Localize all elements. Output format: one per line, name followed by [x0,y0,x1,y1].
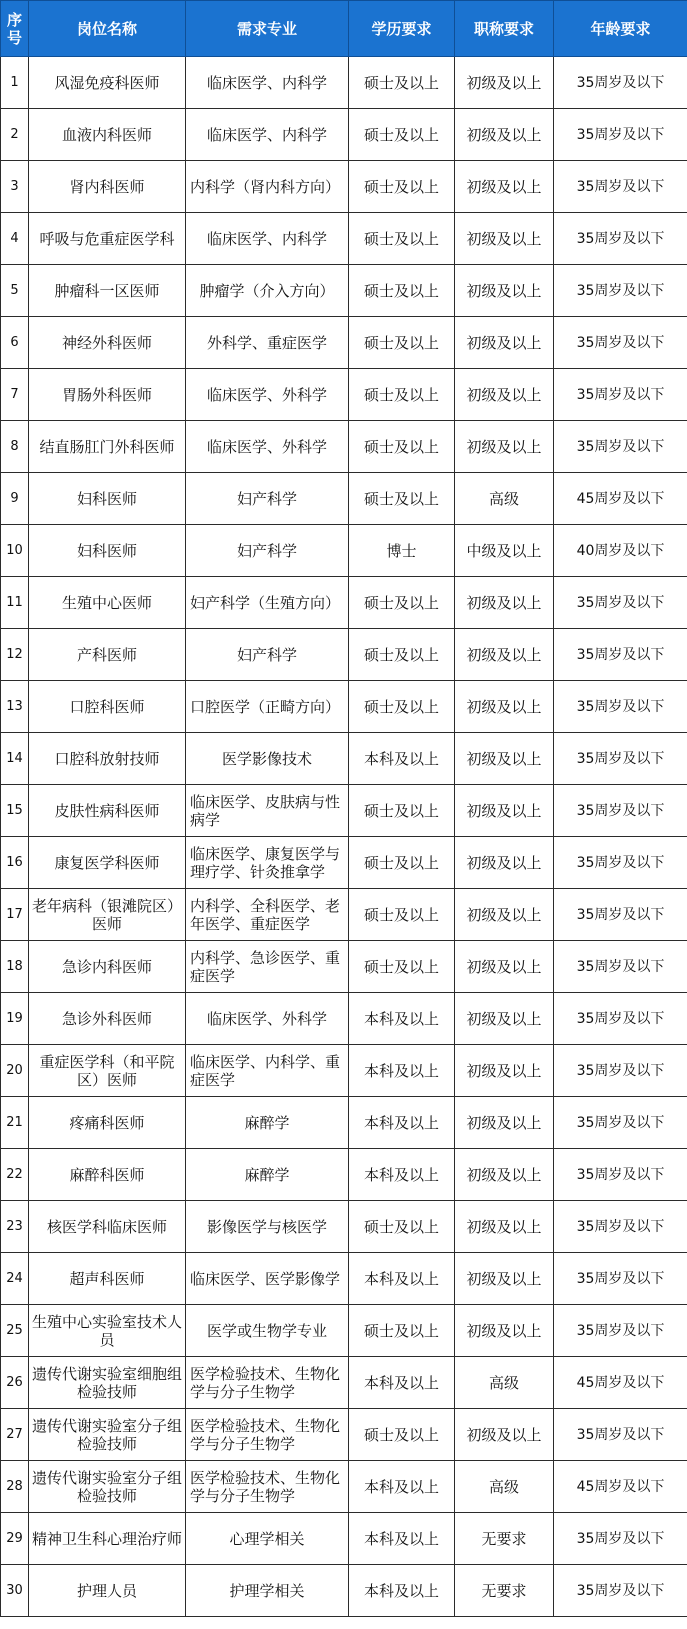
cell-index: 10 [1,525,29,577]
cell-title: 初级及以上 [455,317,554,369]
cell-age: 35周岁及以下 [554,109,687,161]
table-row [1,577,687,629]
cell-index: 28 [1,1461,29,1513]
cell-education: 硕士及以上 [349,785,455,837]
cell-index: 2 [1,109,29,161]
cell-major: 医学或生物学专业 [186,1305,349,1357]
cell-title: 初级及以上 [455,1149,554,1201]
cell-education: 硕士及以上 [349,681,455,733]
cell-title: 初级及以上 [455,1305,554,1357]
header-row [1,1,687,57]
cell-age: 40周岁及以下 [554,525,687,577]
cell-index: 15 [1,785,29,837]
cell-education: 本科及以上 [349,1513,455,1565]
cell-major: 妇产科学 [186,629,349,681]
cell-education: 硕士及以上 [349,473,455,525]
cell-index: 19 [1,993,29,1045]
cell-major: 临床医学、医学影像学 [186,1253,349,1305]
cell-position: 口腔科医师 [29,681,186,733]
table-row [1,473,687,525]
cell-age: 45周岁及以下 [554,1357,687,1409]
cell-education: 硕士及以上 [349,317,455,369]
cell-position: 护理人员 [29,1565,186,1617]
header-position: 岗位名称 [29,1,186,57]
cell-position: 超声科医师 [29,1253,186,1305]
cell-major: 临床医学、外科学 [186,369,349,421]
cell-index: 29 [1,1513,29,1565]
cell-education: 本科及以上 [349,1357,455,1409]
table-row [1,161,687,213]
cell-position: 肿瘤科一区医师 [29,265,186,317]
cell-title: 初级及以上 [455,369,554,421]
cell-major: 内科学、全科医学、老年医学、重症医学 [186,889,349,941]
cell-age: 35周岁及以下 [554,213,687,265]
cell-position: 康复医学科医师 [29,837,186,889]
table-row [1,1253,687,1305]
cell-major: 临床医学、外科学 [186,421,349,473]
table-row [1,681,687,733]
cell-education: 硕士及以上 [349,1305,455,1357]
cell-index: 5 [1,265,29,317]
cell-title: 初级及以上 [455,993,554,1045]
table-row [1,1513,687,1565]
cell-title: 初级及以上 [455,265,554,317]
cell-index: 8 [1,421,29,473]
table-row [1,1357,687,1409]
cell-position: 生殖中心实验室技术人员 [29,1305,186,1357]
cell-age: 35周岁及以下 [554,1253,687,1305]
cell-major: 临床医学、康复医学与理疗学、针灸推拿学 [186,837,349,889]
header-age: 年龄要求 [554,1,687,57]
cell-index: 3 [1,161,29,213]
cell-education: 硕士及以上 [349,889,455,941]
table-row [1,889,687,941]
cell-age: 35周岁及以下 [554,265,687,317]
header-education: 学历要求 [349,1,455,57]
cell-age: 35周岁及以下 [554,1201,687,1253]
table-row [1,1305,687,1357]
cell-education: 硕士及以上 [349,629,455,681]
cell-age: 35周岁及以下 [554,1045,687,1097]
cell-index: 26 [1,1357,29,1409]
table-row [1,1409,687,1461]
cell-index: 12 [1,629,29,681]
cell-age: 35周岁及以下 [554,161,687,213]
table-row [1,1097,687,1149]
cell-age: 35周岁及以下 [554,1409,687,1461]
cell-major: 口腔医学（正畸方向） [186,681,349,733]
cell-age: 35周岁及以下 [554,629,687,681]
cell-education: 本科及以上 [349,993,455,1045]
cell-title: 初级及以上 [455,421,554,473]
header-title: 职称要求 [455,1,554,57]
cell-title: 初级及以上 [455,109,554,161]
cell-index: 4 [1,213,29,265]
cell-major: 心理学相关 [186,1513,349,1565]
cell-education: 博士 [349,525,455,577]
cell-age: 35周岁及以下 [554,1565,687,1617]
cell-major: 临床医学、内科学 [186,213,349,265]
cell-index: 1 [1,57,29,109]
cell-position: 皮肤性病科医师 [29,785,186,837]
cell-index: 13 [1,681,29,733]
cell-position: 核医学科临床医师 [29,1201,186,1253]
cell-age: 35周岁及以下 [554,733,687,785]
cell-title: 初级及以上 [455,577,554,629]
cell-major: 麻醉学 [186,1097,349,1149]
cell-position: 胃肠外科医师 [29,369,186,421]
cell-major: 医学检验技术、生物化学与分子生物学 [186,1461,349,1513]
cell-title: 初级及以上 [455,1253,554,1305]
cell-position: 精神卫生科心理治疗师 [29,1513,186,1565]
cell-major: 临床医学、内科学 [186,109,349,161]
cell-age: 35周岁及以下 [554,421,687,473]
table-row [1,1201,687,1253]
cell-position: 急诊外科医师 [29,993,186,1045]
cell-education: 硕士及以上 [349,57,455,109]
cell-title: 无要求 [455,1565,554,1617]
cell-education: 本科及以上 [349,1253,455,1305]
cell-index: 18 [1,941,29,993]
cell-education: 本科及以上 [349,1097,455,1149]
cell-major: 临床医学、外科学 [186,993,349,1045]
cell-age: 35周岁及以下 [554,837,687,889]
table-row [1,213,687,265]
cell-position: 遗传代谢实验室分子组检验技师 [29,1461,186,1513]
cell-age: 45周岁及以下 [554,1461,687,1513]
cell-title: 初级及以上 [455,941,554,993]
cell-major: 麻醉学 [186,1149,349,1201]
cell-position: 疼痛科医师 [29,1097,186,1149]
cell-major: 医学影像技术 [186,733,349,785]
cell-major: 妇产科学（生殖方向） [186,577,349,629]
cell-major: 影像医学与核医学 [186,1201,349,1253]
cell-age: 35周岁及以下 [554,317,687,369]
cell-major: 妇产科学 [186,525,349,577]
cell-title: 初级及以上 [455,889,554,941]
cell-title: 高级 [455,1461,554,1513]
cell-position: 产科医师 [29,629,186,681]
cell-age: 35周岁及以下 [554,1305,687,1357]
table-body [1,57,687,1617]
cell-education: 硕士及以上 [349,265,455,317]
table-row [1,733,687,785]
cell-age: 35周岁及以下 [554,57,687,109]
cell-position: 麻醉科医师 [29,1149,186,1201]
cell-index: 22 [1,1149,29,1201]
cell-major: 外科学、重症医学 [186,317,349,369]
cell-major: 护理学相关 [186,1565,349,1617]
cell-position: 急诊内科医师 [29,941,186,993]
table-row [1,1045,687,1097]
cell-position: 风湿免疫科医师 [29,57,186,109]
cell-position: 遗传代谢实验室细胞组检验技师 [29,1357,186,1409]
cell-title: 初级及以上 [455,1409,554,1461]
cell-education: 硕士及以上 [349,161,455,213]
cell-age: 35周岁及以下 [554,1149,687,1201]
table-row [1,109,687,161]
cell-major: 临床医学、内科学、重症医学 [186,1045,349,1097]
cell-age: 35周岁及以下 [554,369,687,421]
cell-major: 医学检验技术、生物化学与分子生物学 [186,1409,349,1461]
cell-position: 生殖中心医师 [29,577,186,629]
cell-position: 重症医学科（和平院区）医师 [29,1045,186,1097]
cell-major: 内科学、急诊医学、重症医学 [186,941,349,993]
cell-title: 初级及以上 [455,1201,554,1253]
cell-index: 6 [1,317,29,369]
cell-title: 初级及以上 [455,681,554,733]
cell-education: 硕士及以上 [349,1201,455,1253]
header-index: 序号 [1,1,29,57]
cell-education: 硕士及以上 [349,421,455,473]
cell-major: 临床医学、内科学 [186,57,349,109]
cell-position: 呼吸与危重症医学科 [29,213,186,265]
cell-position: 妇科医师 [29,525,186,577]
cell-title: 初级及以上 [455,1045,554,1097]
table-row [1,369,687,421]
cell-major: 内科学（肾内科方向） [186,161,349,213]
cell-title: 初级及以上 [455,837,554,889]
cell-education: 硕士及以上 [349,109,455,161]
cell-index: 9 [1,473,29,525]
cell-index: 24 [1,1253,29,1305]
cell-education: 硕士及以上 [349,369,455,421]
cell-title: 初级及以上 [455,629,554,681]
cell-index: 17 [1,889,29,941]
table-row [1,629,687,681]
cell-index: 21 [1,1097,29,1149]
table-row [1,993,687,1045]
cell-major: 妇产科学 [186,473,349,525]
table-row [1,421,687,473]
cell-major: 医学检验技术、生物化学与分子生物学 [186,1357,349,1409]
cell-education: 本科及以上 [349,1461,455,1513]
cell-title: 高级 [455,473,554,525]
cell-age: 35周岁及以下 [554,577,687,629]
cell-position: 老年病科（银滩院区）医师 [29,889,186,941]
cell-title: 初级及以上 [455,785,554,837]
table-row [1,1565,687,1617]
table-row [1,1461,687,1513]
table-row [1,525,687,577]
cell-education: 本科及以上 [349,1565,455,1617]
cell-index: 30 [1,1565,29,1617]
cell-index: 23 [1,1201,29,1253]
cell-index: 14 [1,733,29,785]
table-row [1,837,687,889]
cell-major: 临床医学、皮肤病与性病学 [186,785,349,837]
cell-position: 血液内科医师 [29,109,186,161]
table-row [1,1149,687,1201]
table-row [1,317,687,369]
cell-age: 35周岁及以下 [554,681,687,733]
cell-title: 中级及以上 [455,525,554,577]
cell-major: 肿瘤学（介入方向） [186,265,349,317]
cell-education: 硕士及以上 [349,213,455,265]
cell-title: 无要求 [455,1513,554,1565]
cell-age: 35周岁及以下 [554,785,687,837]
cell-education: 硕士及以上 [349,837,455,889]
cell-title: 初级及以上 [455,1097,554,1149]
table-row [1,265,687,317]
cell-position: 肾内科医师 [29,161,186,213]
cell-education: 硕士及以上 [349,577,455,629]
cell-title: 初级及以上 [455,213,554,265]
cell-title: 初级及以上 [455,161,554,213]
header-major: 需求专业 [186,1,349,57]
table-row [1,57,687,109]
cell-index: 27 [1,1409,29,1461]
cell-index: 11 [1,577,29,629]
cell-education: 本科及以上 [349,1149,455,1201]
table-row [1,941,687,993]
cell-age: 35周岁及以下 [554,941,687,993]
cell-age: 35周岁及以下 [554,1513,687,1565]
cell-index: 16 [1,837,29,889]
cell-title: 高级 [455,1357,554,1409]
table-row [1,785,687,837]
cell-education: 本科及以上 [349,733,455,785]
cell-age: 45周岁及以下 [554,473,687,525]
cell-age: 35周岁及以下 [554,1097,687,1149]
cell-position: 遗传代谢实验室分子组检验技师 [29,1409,186,1461]
cell-title: 初级及以上 [455,733,554,785]
cell-education: 硕士及以上 [349,941,455,993]
cell-index: 7 [1,369,29,421]
cell-age: 35周岁及以下 [554,993,687,1045]
cell-education: 硕士及以上 [349,1409,455,1461]
cell-index: 20 [1,1045,29,1097]
cell-education: 本科及以上 [349,1045,455,1097]
cell-index: 25 [1,1305,29,1357]
cell-position: 神经外科医师 [29,317,186,369]
cell-title: 初级及以上 [455,57,554,109]
cell-position: 妇科医师 [29,473,186,525]
cell-position: 结直肠肛门外科医师 [29,421,186,473]
cell-position: 口腔科放射技师 [29,733,186,785]
cell-age: 35周岁及以下 [554,889,687,941]
